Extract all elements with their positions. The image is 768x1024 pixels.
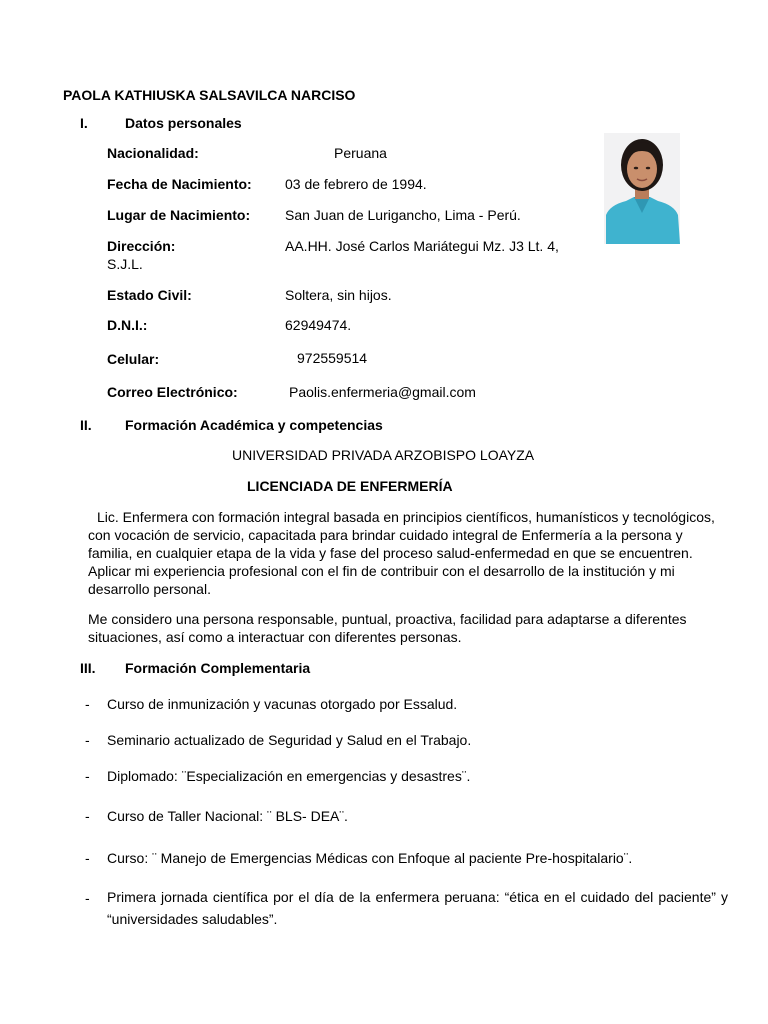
nationality-value: Peruana	[334, 145, 387, 161]
email-label: Correo Electrónico:	[107, 384, 238, 400]
list-item-text: Seminario actualizado de Seguridad y Salud en el Trabajo.	[107, 732, 472, 748]
bullet-marker: -	[85, 808, 90, 824]
address-value-continued: S.J.L.	[107, 256, 143, 272]
bullet-marker: -	[85, 732, 90, 748]
phone-value: 972559514	[297, 350, 368, 366]
profile-photo	[604, 133, 680, 244]
birth-place-label: Lugar de Nacimiento:	[107, 207, 251, 223]
section-academic-title: Formación Académica y competencias	[125, 417, 383, 433]
profile-paragraph-2: Me considero una persona responsable, puntual, proactiva, facilidad para adaptarse a diferentes situaciones, así como a interactuar con diferentes personas.	[88, 611, 687, 645]
bullet-marker: -	[85, 696, 90, 712]
birth-date-value: 03 de febrero de 1994.	[285, 176, 427, 192]
list-item-text: Curso de inmunización y vacunas otorgado por Essalud.	[107, 696, 458, 712]
civil-status-value: Soltera, sin hijos.	[285, 287, 392, 303]
section-complementary-title: Formación Complementaria	[125, 660, 311, 676]
birth-place-value: San Juan de Lurigancho, Lima - Perú.	[285, 207, 521, 223]
candidate-name: PAOLA KATHIUSKA SALSAVILCA NARCISO	[63, 87, 356, 103]
civil-status-label: Estado Civil:	[107, 287, 192, 303]
degree-title: LICENCIADA DE ENFERMERÍA	[247, 478, 453, 494]
dni-value: 62949474.	[285, 317, 352, 333]
section-academic-number: II.	[80, 417, 92, 433]
section-personal-number: I.	[80, 115, 88, 131]
list-item-text: Diplomado: ¨Especialización en emergencias y desastres¨.	[107, 768, 471, 784]
dni-label: D.N.I.:	[107, 317, 148, 333]
bullet-marker: -	[85, 890, 90, 906]
section-personal-title: Datos personales	[125, 115, 242, 131]
section-complementary-number: III.	[80, 660, 96, 676]
list-item-text: Curso: ¨ Manejo de Emergencias Médicas con Enfoque al paciente Pre-hospitalario¨.	[107, 850, 633, 866]
bullet-marker: -	[85, 768, 90, 784]
email-value: Paolis.enfermeria@gmail.com	[289, 384, 476, 400]
list-item-text: Curso de Taller Nacional: ¨ BLS- DEA¨.	[107, 808, 348, 824]
university-name: UNIVERSIDAD PRIVADA ARZOBISPO LOAYZA	[232, 447, 535, 463]
birth-date-label: Fecha de Nacimiento:	[107, 176, 252, 192]
nationality-label: Nacionalidad:	[107, 145, 199, 161]
profile-paragraph-1: Lic. Enfermera con formación integral basada en principios científicos, humanísticos y tecnológicos, con vocación de servicio, capacitada para brindar cuidado integral de Enfermería a la persona y familia, en cualquier etapa de la vida y fase del proceso salud-enfermedad en que se encuentren. Aplicar mi experiencia profesional con el fin de contribuir con el desarrollo de la institución y mi desarrollo personal.	[88, 509, 715, 597]
portrait-illustration	[604, 133, 680, 244]
phone-label: Celular:	[107, 351, 160, 367]
address-label: Dirección:	[107, 238, 176, 254]
bullet-marker: -	[85, 850, 90, 866]
address-value: AA.HH. José Carlos Mariátegui Mz. J3 Lt. 4,	[285, 238, 559, 254]
list-item-text: Primera jornada científica por el día de la enfermera peruana: “ética en el cuidado del paciente” y “universidades saludables”.	[107, 889, 728, 927]
